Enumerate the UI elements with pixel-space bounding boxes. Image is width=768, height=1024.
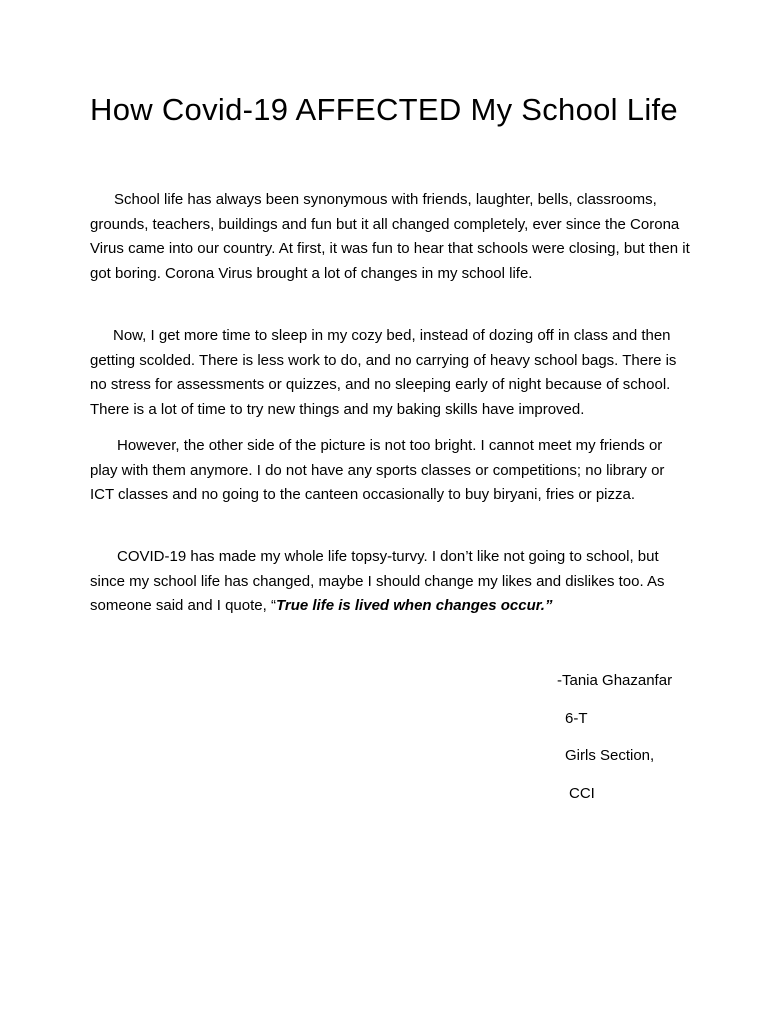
signature-school: CCI [569, 785, 595, 802]
signature-class: 6-T [565, 710, 588, 727]
paragraph-1: School life has always been synonymous with friends, laughter, bells, classrooms, grounds, teachers, buildings and fun but it all changed completely, ever since the Corona Virus came into our country. At first, it was fun to hear that schools were closing, but then it got boring. Corona Virus brought a lot of changes in my school life. [90, 191, 690, 282]
document-title: How Covid-19 AFFECTED My School Life [90, 92, 678, 127]
signature-section: Girls Section, [565, 747, 655, 764]
paragraph-4: COVID-19 has made my whole life topsy-turvy. I don’t like not going to school, but since my school life has changed, maybe I should change my likes and dislikes too. As someone said and I quote, “True life is lived when changes occur.” [90, 548, 665, 614]
quote: True life is lived when changes occur.” [275, 597, 553, 614]
paragraph-3: However, the other side of the picture is not too bright. I cannot meet my friends or play with them anymore. I do not have any sports classes or competitions; no library or ICT classes and no going to the canteen occasionally to buy biryani, fries or pizza. [90, 437, 665, 503]
paragraph-2: Now, I get more time to sleep in my cozy bed, instead of dozing off in class and then getting scolded. There is less work to do, and no carrying of heavy school bags. There is no stress for assessments or quizzes, and no sleeping early of night because of school. There is a lot of time to try new things and my baking skills have improved. [90, 327, 677, 418]
signature-name: -Tania Ghazanfar [557, 672, 673, 689]
